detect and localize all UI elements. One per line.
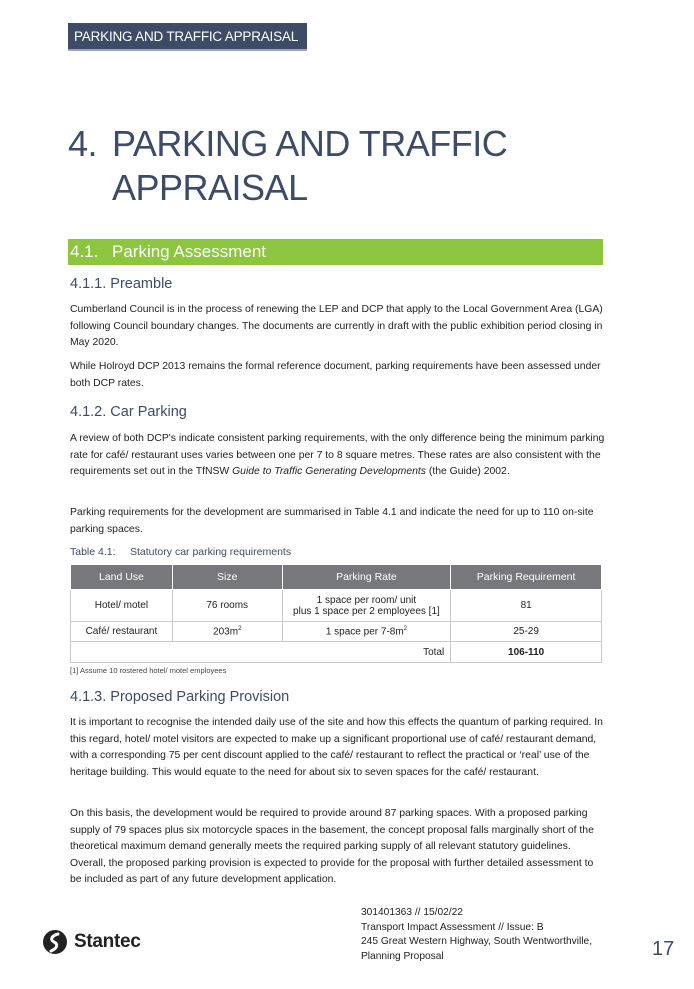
cell-size <box>172 622 282 642</box>
size-value: 203m <box>213 626 239 638</box>
total-value: 106-110 <box>451 642 602 663</box>
rate-value: 1 space per 7-8m <box>325 626 404 638</box>
rate-superscript: 2 <box>403 625 408 632</box>
rate-line-1: 1 space per room/ unit <box>316 594 417 606</box>
car-parking-text-b: (the Guide) 2002. <box>425 466 510 478</box>
chapter-title <box>68 122 507 210</box>
footer-report-line: Transport Impact Assessment // Issue: B <box>361 921 544 933</box>
table-row <box>71 590 602 622</box>
subsection-car-parking-heading: 4.1.2. Car Parking <box>70 404 187 420</box>
subsection-preamble-heading: 4.1.1. Preamble <box>70 276 173 292</box>
parking-requirements-table <box>70 564 602 663</box>
chapter-title-line2: APPRAISAL <box>112 167 308 208</box>
stantec-logo <box>41 928 141 956</box>
preamble-paragraph-1: Cumberland Council is in the process of renewing the LEP and DCP that apply to the Local Government Area (LGA) following Council boundary changes. The documents are currently in draft with the public exhibition period closing in May 2020. <box>70 304 603 349</box>
car-parking-text-a: A review of both DCP's indicate consistent parking requirements, with the only difference being the minimum parking rate for café/ restaurant uses varies between one per 7 to 8 square metres. These rates are also consistent with the requirements set out in the TfNSW <box>70 433 605 478</box>
cell-rate <box>282 622 451 642</box>
table-total-row <box>71 642 602 663</box>
car-parking-paragraph-2: Parking requirements for the development are summarised in Table 4.1 and indicate the need for up to 110 on-site parking spaces. <box>70 507 594 535</box>
brand-name: Stantec <box>74 931 141 952</box>
cell-land-use: Café/ restaurant <box>71 622 173 642</box>
cell-requirement: 25-29 <box>451 622 602 642</box>
car-parking-paragraph-1 <box>70 431 605 481</box>
cell-requirement: 81 <box>451 590 602 622</box>
table-row <box>71 622 602 642</box>
stantec-mark-icon <box>41 928 69 956</box>
page-number: 17 <box>652 938 675 960</box>
section-number: 4.1. <box>70 242 99 261</box>
provision-paragraph-1: It is important to recognise the intended daily use of the site and how this effects the quantum of parking required. In this regard, hotel/ motel visitors are expected to make up a significant proportional use of café/ restaurant demand, with a corresponding 75 per cent discount applied to the café/ restaurant to reflect the practical or ‘real’ use of the heritage building. This would equate to the need for about six to seven spaces for the café/ restaurant. <box>70 717 603 778</box>
provision-paragraph-2: On this basis, the development would be required to provide around 87 parking spaces. With a proposed parking supply of 79 spaces plus six motorcycle spaces in the basement, the concept proposal falls marginally short of the theoretical maximum demand generally meets the required parking supply of all relevant statutory guidelines. Overall, the proposed parking provision is expected to provide for the proposal with further detailed assessment to be included as part of any future development application. <box>70 808 594 886</box>
subsection-proposed-provision-heading: 4.1.3. Proposed Parking Provision <box>70 689 290 705</box>
total-label: Total <box>71 642 451 663</box>
header-size: Size <box>172 565 282 590</box>
cell-land-use: Hotel/ motel <box>71 590 173 622</box>
footer-info <box>361 906 592 964</box>
cell-size: 76 rooms <box>172 590 282 622</box>
header-land-use: Land Use <box>71 565 173 590</box>
table-footnote: [1] Assume 10 rostered hotel/ motel employees <box>70 666 227 675</box>
rate-line-2: plus 1 space per 2 employees [1] <box>293 605 440 617</box>
running-header: PARKING AND TRAFFIC APPRAISAL <box>68 23 307 51</box>
cell-rate <box>282 590 451 622</box>
section-heading <box>68 239 603 265</box>
header-parking-rate: Parking Rate <box>282 565 451 590</box>
footer-proposal-line: Planning Proposal <box>361 950 444 962</box>
chapter-number: 4. <box>68 123 98 164</box>
guide-title: Guide to Traffic Generating Developments <box>232 466 426 478</box>
footer-project-line: 301401363 // 15/02/22 <box>361 907 463 918</box>
chapter-title-line1: PARKING AND TRAFFIC <box>112 123 508 164</box>
table-caption-text: Statutory car parking requirements <box>130 546 292 558</box>
size-superscript: 2 <box>238 625 242 632</box>
footer-address-line: 245 Great Western Highway, South Wentworthville, <box>361 936 593 947</box>
header-parking-requirement: Parking Requirement <box>451 565 602 590</box>
table-caption-label: Table 4.1: <box>70 546 116 558</box>
table-caption <box>70 546 291 558</box>
section-title: Parking Assessment <box>112 242 267 261</box>
table-header-row <box>71 565 602 590</box>
preamble-paragraph-2: While Holroyd DCP 2013 remains the formal reference document, parking requirements have been assessed under both DCP rates. <box>70 361 601 389</box>
